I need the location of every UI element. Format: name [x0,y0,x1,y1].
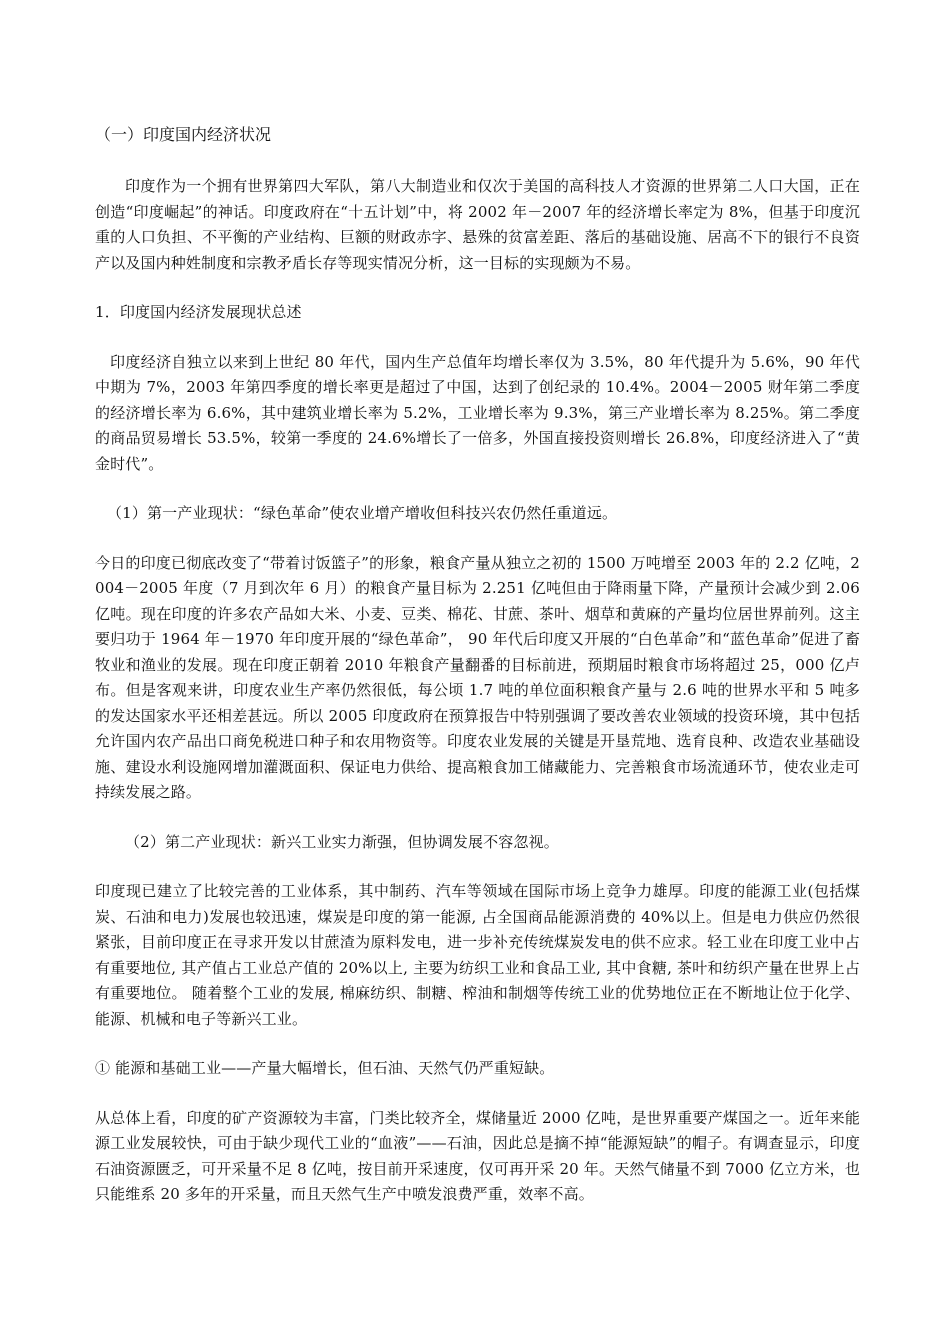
heading-secondary-industry: （2）第二产业现状：新兴工业实力渐强，但协调发展不容忽视。 [125,832,559,851]
heading-overview: 1．印度国内经济发展现状总述 [95,303,302,321]
overview-paragraph: 印度经济自独立以来到上世纪 80 年代，国内生产总值年均增长率仅为 3.5%，80 年代提升为 5.6%，90 年代中期为 7%，2003 年第四季度的增长率更是超过了中国，达到了创纪录的 10.4%。2004－2005 财年第二季度的经济增长率为 6.6%，其中建筑业增长率为 5.2%，工业增长率为 9.3%，第三产业增长率为 8.25%。第二季度的商品贸易增长 53.5%，较第一季度的 24.6%增长了一倍多，外国直接投资则增长 26.8%，印度经济进入了“黄金时代”。 [95,352,860,473]
secondary-industry-paragraph: 印度现已建立了比较完善的工业体系，其中制药、汽车等领域在国际市场上竞争力雄厚。印度的能源工业(包括煤炭、石油和电力)发展也较迅速，煤炭是印度的第一能源, 占全国商品能源消费的 40%以上。但是电力供应仍然很紧张，目前印度正在寻求开发以甘蔗渣为原料发电，进一步补充传统煤炭发电的供不应求。轻工业在印度工业中占有重要地位, 其产值占工业总产值的 20%以上, 主要为纺织工业和食品工业, 其中食糖, 茶叶和纺织产量在世界上占有重要地位。 随着整个工业的发展, 棉麻纺织、制糖、榨油和制烟等传统工业的优势地位正在不断地让位于化学、能源、机械和电子等新兴工业。 [95,882,860,1028]
heading-energy-industry: ① 能源和基础工业——产量大幅增长，但石油、天然气仍严重短缺。 [95,1059,555,1077]
intro-paragraph: 印度作为一个拥有世界第四大军队，第八大制造业和仅次于美国的高科技人才资源的世界第二人口大国，正在创造“印度崛起”的神话。印度政府在“十五计划”中，将 2002 年－2007 年的经济增长率定为 8%，但基于印度沉重的人口负担、不平衡的产业结构、巨额的财政赤字、悬殊的贫富差距、落后的基础设施、居高不下的银行不良资产以及国内种姓制度和宗教矛盾长存等现实情况分析，这一目标的实现颇为不易。 [95,177,860,272]
document-page [95,118,860,1208]
heading-primary-industry: （1）第一产业现状：“绿色革命”使农业增产增收但科技兴农仍然任重道远。 [107,504,618,522]
energy-industry-paragraph: 从总体上看，印度的矿产资源较为丰富，门类比较齐全，煤储量近 2000 亿吨，是世界重要产煤国之一。近年来能源工业发展较快，可由于缺少现代工业的“血液”——石油，因此总是摘不掉“能源短缺”的帽子。有调查显示，印度石油资源匮乏，可开采量不足 8 亿吨，按目前开采速度，仅可再开采 20 年。天然气储量不到 7000 亿立方米，也只能维系 20 多年的开采量，而且天然气生产中喷发浪费严重，效率不高。 [95,1108,860,1203]
section-title: （一）印度国内经济状况 [95,125,272,144]
primary-industry-paragraph: 今日的印度已彻底改变了“带着讨饭篮子”的形象，粮食产量从独立之初的 1500 万吨增至 2003 年的 2.2 亿吨，2004－2005 年度（7 月到次年 6 月）的粮食产量目标为 2.251 亿吨但由于降雨量下降，产量预计会减少到 2.06 亿吨。现在印度的许多农产品如大米、小麦、豆类、棉花、甘蔗、茶叶、烟草和黄麻的产量均位居世界前列。这主要归功于 1964 年－1970 年印度开展的“绿色革命”， 90 年代后印度又开展的“白色革命”和“蓝色革命”促进了畜牧业和渔业的发展。现在印度正朝着 2010 年粮食产量翻番的目标前进，预期届时粮食市场将超过 25，000 亿卢布。但是客观来讲，印度农业生产率仍然很低，每公顷 1.7 吨的单位面积粮食产量与 2.6 吨的世界水平和 5 吨多的发达国家水平还相差甚远。所以 2005 印度政府在预算报告中特别强调了要改善农业领域的投资环境，其中包括允许国内农产品出口商免税进口种子和农用物资等。印度农业发展的关键是开垦荒地、选育良种、改造农业基础设施、建设水利设施网增加灌溉面积、保证电力供给、提高粮食加工储藏能力、完善粮食市场流通环节，使农业走可持续发展之路。 [95,553,860,801]
